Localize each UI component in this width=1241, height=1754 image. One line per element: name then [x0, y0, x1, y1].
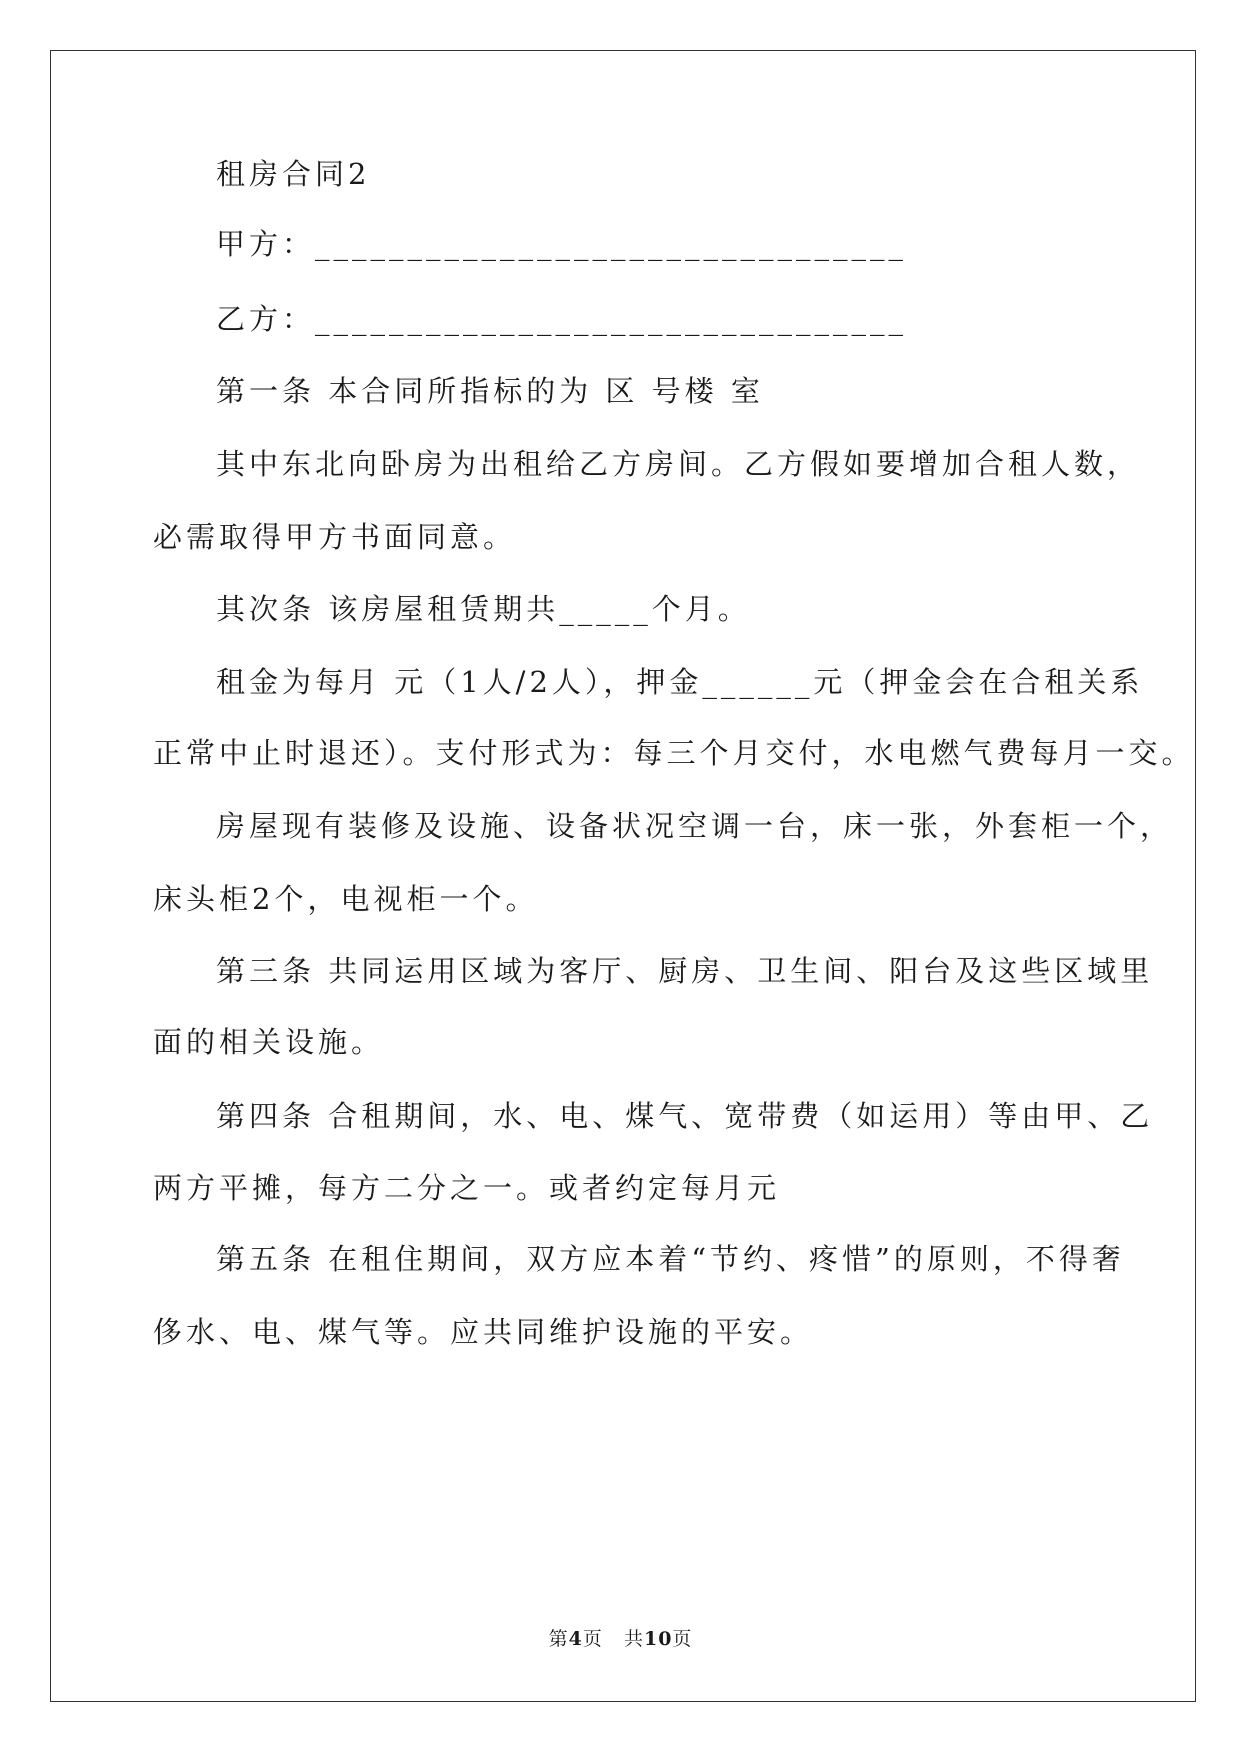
paragraph-line: 面的相关设施。: [153, 1025, 385, 1059]
party-b-line: 乙方：________________________________: [216, 302, 908, 336]
footer-prefix: 第: [548, 1628, 569, 1650]
paragraph-line: 侈水、电、煤气等。应共同维护设施的平安。: [153, 1315, 814, 1349]
footer-total-pages: 10: [643, 1628, 673, 1650]
page-frame: [50, 50, 1196, 1702]
clause-3: 第三条 共同运用区域为客厅、厨房、卫生间、阳台及这些区域里: [216, 954, 1154, 988]
footer-page-number: 4: [568, 1628, 583, 1650]
clause-4: 第四条 合租期间，水、电、煤气、宽带费（如运用）等由甲、乙: [216, 1099, 1154, 1133]
page-footer: [0, 1626, 1241, 1652]
clause-2: 其次条 该房屋租赁期共_____个月。: [216, 592, 751, 626]
paragraph-line: 正常中止时退还）。支付形式为：每三个月交付，水电燃气费每月一交。: [153, 736, 1195, 770]
paragraph-line: 房屋现有装修及设施、设备状况空调一台，床一张，外套柜一个，: [216, 809, 1174, 843]
party-a-line: 甲方：________________________________: [216, 227, 908, 261]
document-title: 租房合同2: [216, 157, 371, 191]
paragraph-line: 租金为每月 元（1人/2人），押金______元（押金会在合租关系: [216, 665, 1144, 699]
footer-total-suffix: 页: [672, 1628, 693, 1650]
paragraph-line: 两方平摊，每方二分之一。或者约定每月元: [153, 1171, 781, 1205]
paragraph-line: 其中东北向卧房为出租给乙方房间。乙方假如要增加合租人数，: [216, 447, 1141, 481]
clause-1: 第一条 本合同所指标的为 区 号楼 室: [216, 374, 764, 408]
clause-5: 第五条 在租住期间，双方应本着“节约、疼惜”的原则，不得奢: [216, 1242, 1125, 1276]
paragraph-line: 床头柜2个，电视柜一个。: [153, 882, 539, 916]
paragraph-line: 必需取得甲方书面同意。: [153, 520, 517, 554]
footer-total-prefix: 共: [623, 1628, 644, 1650]
footer-page-suffix: 页: [582, 1628, 603, 1650]
